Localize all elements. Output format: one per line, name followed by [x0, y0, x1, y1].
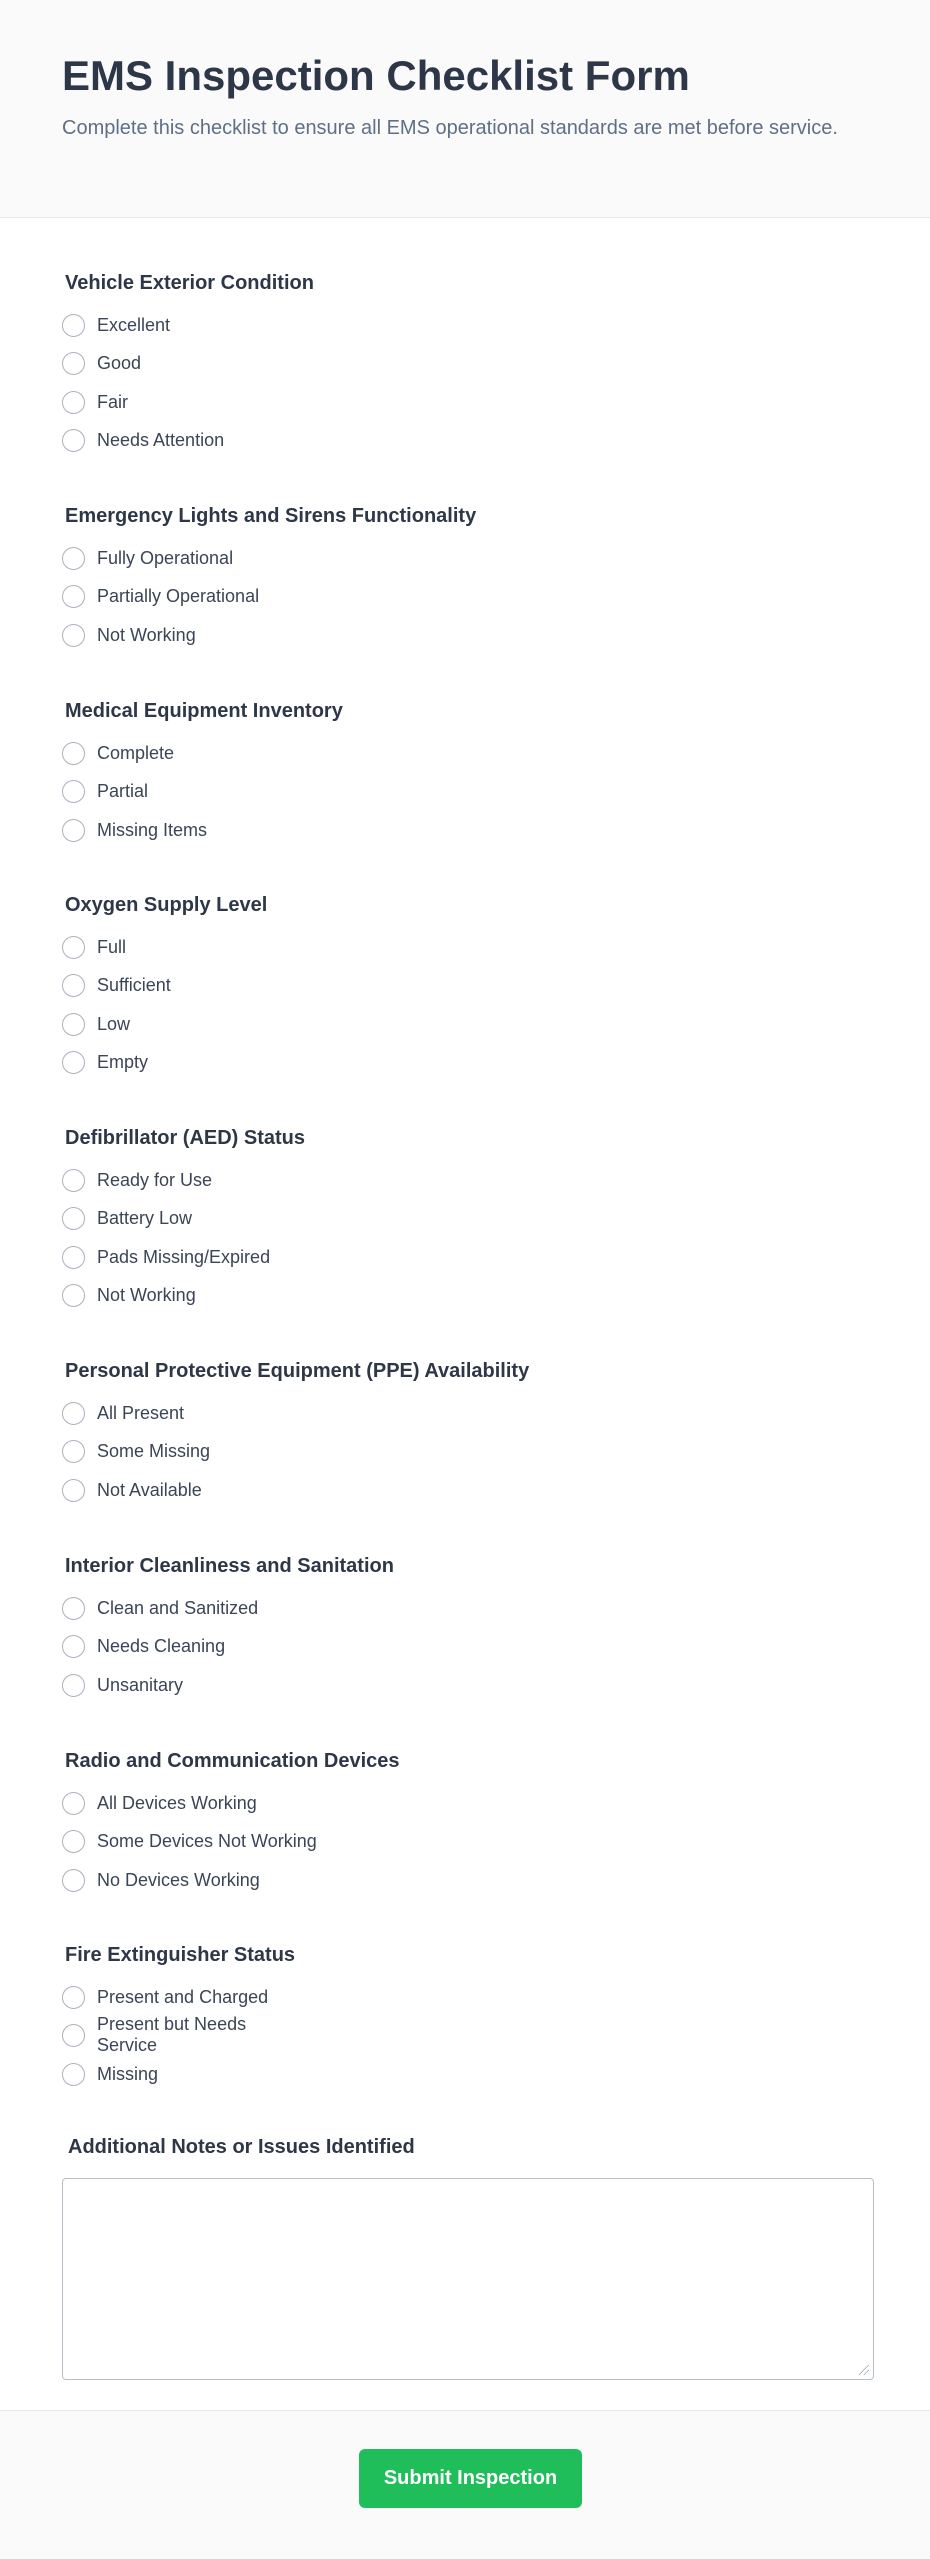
radio-button[interactable]	[62, 1284, 85, 1307]
radio-button[interactable]	[62, 1402, 85, 1425]
option-full[interactable]: Full	[62, 934, 126, 960]
option-sufficient[interactable]: Sufficient	[62, 972, 171, 998]
option-missing-items[interactable]: Missing Items	[62, 817, 207, 843]
form-header	[0, 0, 930, 218]
option-fair[interactable]: Fair	[62, 389, 128, 415]
radio-button[interactable]	[62, 547, 85, 570]
question-label: Vehicle Exterior Condition	[65, 272, 314, 294]
question-radio-communication	[62, 1748, 400, 1890]
option-present-and-charged[interactable]: Present and Charged	[62, 1984, 268, 2010]
radio-button[interactable]	[62, 1013, 85, 1036]
question-fire-extinguisher	[62, 1942, 296, 2084]
question-label: Medical Equipment Inventory	[65, 700, 343, 722]
option-complete[interactable]: Complete	[62, 740, 174, 766]
radio-button[interactable]	[62, 2024, 85, 2047]
question-label: Fire Extinguisher Status	[65, 1944, 296, 1966]
radio-button[interactable]	[62, 742, 85, 765]
question-interior-cleanliness	[62, 1553, 394, 1695]
option-not-working[interactable]: Not Working	[62, 622, 196, 648]
option-low[interactable]: Low	[62, 1011, 130, 1037]
radio-button[interactable]	[62, 352, 85, 375]
option-present-needs-service[interactable]: Present but Needs Service	[62, 2022, 295, 2048]
question-label: Emergency Lights and Sirens Functionality	[65, 505, 477, 527]
option-some-missing[interactable]: Some Missing	[62, 1438, 210, 1464]
option-partially-operational[interactable]: Partially Operational	[62, 583, 259, 609]
option-some-devices-not-working[interactable]: Some Devices Not Working	[62, 1828, 317, 1854]
question-label: Oxygen Supply Level	[65, 894, 268, 916]
form-footer	[0, 2410, 930, 2559]
radio-button[interactable]	[62, 1051, 85, 1074]
page-title: EMS Inspection Checklist Form	[62, 52, 690, 99]
question-oxygen-supply	[62, 892, 268, 1072]
radio-button[interactable]	[62, 1986, 85, 2009]
page-subtitle: Complete this checklist to ensure all EMS operational standards are met before service.	[62, 117, 838, 139]
radio-button[interactable]	[62, 2063, 85, 2086]
option-missing[interactable]: Missing	[62, 2061, 158, 2087]
option-no-devices-working[interactable]: No Devices Working	[62, 1867, 260, 1893]
radio-button[interactable]	[62, 429, 85, 452]
option-needs-cleaning[interactable]: Needs Cleaning	[62, 1633, 225, 1659]
option-partial[interactable]: Partial	[62, 778, 148, 804]
radio-button[interactable]	[62, 1869, 85, 1892]
radio-button[interactable]	[62, 1440, 85, 1463]
option-empty[interactable]: Empty	[62, 1049, 148, 1075]
question-label: Interior Cleanliness and Sanitation	[65, 1555, 394, 1577]
question-vehicle-exterior	[62, 270, 314, 450]
radio-button[interactable]	[62, 1830, 85, 1853]
radio-button[interactable]	[62, 1635, 85, 1658]
radio-button[interactable]	[62, 974, 85, 997]
option-excellent[interactable]: Excellent	[62, 312, 170, 338]
question-aed-status	[62, 1125, 306, 1305]
question-lights-sirens	[62, 503, 477, 645]
radio-button[interactable]	[62, 624, 85, 647]
option-good[interactable]: Good	[62, 350, 141, 376]
submit-inspection-button[interactable]: Submit Inspection	[359, 2449, 582, 2508]
radio-button[interactable]	[62, 819, 85, 842]
notes-textarea[interactable]	[62, 2178, 874, 2380]
question-medical-equipment	[62, 698, 343, 840]
question-ppe-availability	[62, 1358, 530, 1500]
radio-button[interactable]	[62, 780, 85, 803]
radio-button[interactable]	[62, 1674, 85, 1697]
radio-button[interactable]	[62, 1169, 85, 1192]
resize-handle-icon[interactable]	[859, 2365, 869, 2375]
radio-button[interactable]	[62, 1479, 85, 1502]
notes-label: Additional Notes or Issues Identified	[68, 2136, 415, 2158]
radio-button[interactable]	[62, 936, 85, 959]
radio-button[interactable]	[62, 391, 85, 414]
option-unsanitary[interactable]: Unsanitary	[62, 1672, 183, 1698]
radio-button[interactable]	[62, 314, 85, 337]
option-ready-for-use[interactable]: Ready for Use	[62, 1167, 212, 1193]
radio-button[interactable]	[62, 585, 85, 608]
option-fully-operational[interactable]: Fully Operational	[62, 545, 233, 571]
option-all-devices-working[interactable]: All Devices Working	[62, 1790, 257, 1816]
option-clean-and-sanitized[interactable]: Clean and Sanitized	[62, 1595, 258, 1621]
option-all-present[interactable]: All Present	[62, 1400, 184, 1426]
question-label: Defibrillator (AED) Status	[65, 1127, 306, 1149]
option-needs-attention[interactable]: Needs Attention	[62, 427, 224, 453]
option-not-working[interactable]: Not Working	[62, 1282, 196, 1308]
radio-button[interactable]	[62, 1207, 85, 1230]
option-pads-missing-expired[interactable]: Pads Missing/Expired	[62, 1244, 270, 1270]
question-label: Personal Protective Equipment (PPE) Availability	[65, 1360, 530, 1382]
option-not-available[interactable]: Not Available	[62, 1477, 202, 1503]
option-battery-low[interactable]: Battery Low	[62, 1205, 192, 1231]
radio-button[interactable]	[62, 1597, 85, 1620]
radio-button[interactable]	[62, 1792, 85, 1815]
question-label: Radio and Communication Devices	[65, 1750, 400, 1772]
radio-button[interactable]	[62, 1246, 85, 1269]
